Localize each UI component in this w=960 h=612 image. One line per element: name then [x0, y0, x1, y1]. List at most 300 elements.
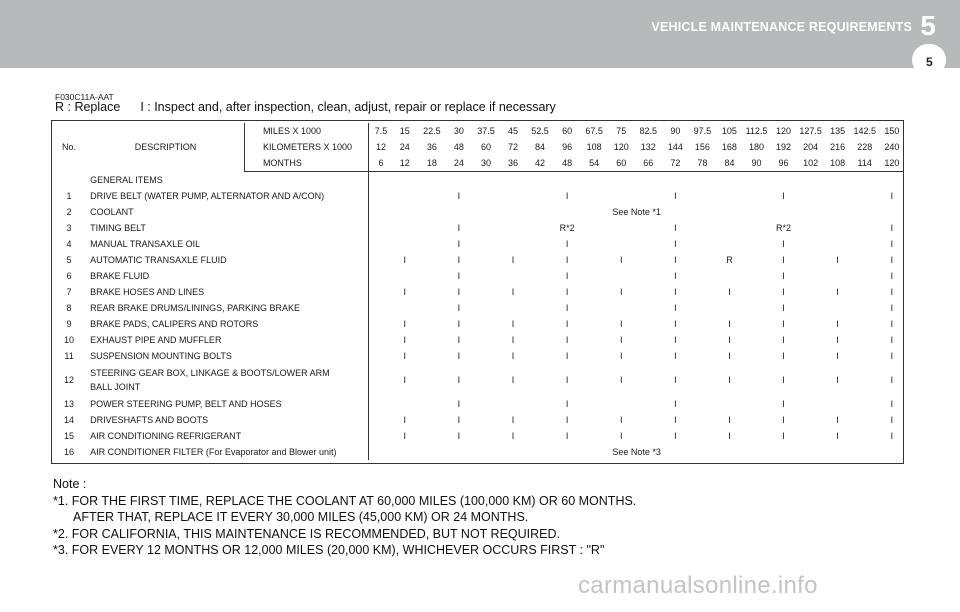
interval-value: 82.5 — [639, 126, 658, 136]
schedule-cell — [369, 236, 393, 252]
schedule-cell — [471, 252, 501, 268]
schedule-cell — [471, 332, 501, 348]
schedule-cell: I — [782, 351, 785, 361]
row-number: 14 — [64, 415, 75, 425]
schedule-cell — [826, 268, 850, 284]
interval-label: KILOMETERS X 1000 — [244, 139, 368, 155]
schedule-cell — [633, 364, 663, 396]
schedule-cell — [579, 316, 609, 332]
row-number: 3 — [66, 223, 72, 233]
interval-value: 156 — [694, 142, 710, 152]
schedule-cell: I — [457, 303, 461, 313]
row-number: 10 — [64, 335, 75, 345]
schedule-cell — [633, 172, 663, 189]
table-row — [51, 428, 904, 444]
schedule-cell — [579, 172, 609, 189]
interval-value: 42 — [525, 155, 555, 172]
schedule-cell: I — [782, 319, 785, 329]
schedule-cell: I — [403, 255, 407, 265]
schedule-cell — [609, 188, 633, 204]
schedule-cell — [471, 172, 501, 189]
interval-value: 30 — [471, 155, 501, 172]
schedule-cell: I — [403, 375, 407, 385]
schedule-cell — [741, 252, 771, 268]
schedule-cell — [579, 252, 609, 268]
schedule-cell — [525, 364, 555, 396]
schedule-cell — [687, 412, 717, 428]
schedule-cell — [369, 220, 393, 236]
schedule-cell: I — [457, 191, 461, 201]
schedule-cell: I — [728, 375, 731, 385]
interval-value: 72 — [508, 142, 519, 152]
schedule-cell: I — [619, 375, 623, 385]
schedule-cell — [471, 316, 501, 332]
schedule-cell — [687, 428, 717, 444]
schedule-cell — [687, 300, 717, 316]
table-row — [51, 204, 904, 220]
schedule-cell — [796, 396, 826, 412]
schedule-cell — [633, 220, 663, 236]
general-items-row — [51, 172, 904, 189]
schedule-cell — [417, 172, 447, 189]
schedule-cell: I — [782, 375, 785, 385]
schedule-cell — [687, 188, 717, 204]
schedule-cell — [417, 396, 447, 412]
schedule-cell: I — [511, 319, 515, 329]
schedule-cell — [826, 300, 850, 316]
schedule-cell — [633, 316, 663, 332]
schedule-cell — [741, 412, 771, 428]
schedule-cell — [741, 172, 771, 189]
notes — [53, 476, 636, 559]
schedule-cell — [579, 428, 609, 444]
interval-value: 66 — [633, 155, 663, 172]
row-number: 15 — [64, 431, 75, 441]
schedule-cell — [393, 188, 417, 204]
schedule-cell — [633, 268, 663, 284]
schedule-cell: I — [836, 431, 839, 441]
interval-value: 120 — [613, 142, 629, 152]
schedule-cell: I — [782, 271, 785, 281]
schedule-cell — [633, 348, 663, 364]
schedule-cell: I — [457, 239, 461, 249]
schedule-cell: I — [782, 239, 785, 249]
schedule-cell: I — [890, 399, 894, 409]
schedule-cell — [741, 236, 771, 252]
schedule-cell: I — [782, 431, 785, 441]
schedule-cell: I — [565, 399, 569, 409]
schedule-cell: I — [457, 271, 461, 281]
schedule-cell: I — [782, 415, 785, 425]
schedule-cell: I — [403, 431, 407, 441]
schedule-cell — [417, 364, 447, 396]
item-description: DRIVESHAFTS AND BOOTS — [90, 415, 209, 425]
schedule-cell — [796, 252, 826, 268]
schedule-cell: I — [565, 351, 569, 361]
interval-value: 22.5 — [423, 126, 441, 136]
interval-value: 48 — [453, 142, 464, 152]
note-1-continued: AFTER THAT, REPLACE IT EVERY 30,000 MILES (45,000 KM) OR 24 MONTHS. — [73, 510, 529, 524]
schedule-cell — [717, 220, 741, 236]
see-note-cell: See Note *3 — [369, 444, 904, 460]
interval-value: 228 — [857, 142, 873, 152]
legend-inspect: I : Inspect and, after inspection, clean, adjust, repair or replace if necessary — [140, 100, 556, 114]
schedule-cell — [609, 236, 633, 252]
schedule-cell: I — [457, 375, 461, 385]
interval-value: 90 — [670, 126, 681, 136]
schedule-cell — [687, 268, 717, 284]
row-number: 11 — [64, 351, 74, 361]
schedule-cell: I — [619, 351, 623, 361]
row-number: 7 — [66, 287, 72, 297]
schedule-cell: I — [836, 335, 839, 345]
schedule-cell: I — [565, 271, 569, 281]
schedule-cell: I — [619, 415, 623, 425]
schedule-cell — [826, 220, 850, 236]
interval-value: 120 — [776, 126, 792, 136]
item-description: MANUAL TRANSAXLE OIL — [90, 239, 201, 249]
interval-value: 204 — [803, 142, 819, 152]
interval-value: 60 — [562, 126, 573, 136]
schedule-cell — [579, 412, 609, 428]
schedule-cell — [796, 268, 826, 284]
schedule-cell — [826, 172, 850, 189]
schedule-cell — [850, 220, 880, 236]
interval-label: MONTHS — [244, 155, 368, 172]
schedule-cell: I — [836, 375, 839, 385]
schedule-cell — [741, 300, 771, 316]
tab-number: 5 — [926, 55, 933, 69]
schedule-cell: I — [511, 335, 515, 345]
chapter-number: 5 — [920, 10, 936, 41]
schedule-cell — [369, 300, 393, 316]
schedule-cell — [687, 332, 717, 348]
schedule-cell — [687, 252, 717, 268]
schedule-cell: I — [511, 415, 515, 425]
schedule-cell: I — [457, 223, 461, 233]
schedule-cell: I — [619, 287, 623, 297]
interval-value: 36 — [426, 142, 437, 152]
schedule-cell — [850, 364, 880, 396]
schedule-cell: I — [457, 335, 461, 345]
schedule-cell — [417, 188, 447, 204]
schedule-cell — [471, 220, 501, 236]
schedule-cell — [417, 412, 447, 428]
schedule-cell — [471, 300, 501, 316]
interval-value: 6 — [369, 155, 393, 172]
row-number: 5 — [66, 255, 72, 265]
schedule-cell: I — [403, 415, 407, 425]
schedule-cell — [633, 300, 663, 316]
schedule-cell: I — [674, 399, 677, 409]
schedule-cell: I — [836, 319, 839, 329]
schedule-cell — [687, 172, 717, 189]
table-row — [51, 364, 904, 396]
item-description: EXHAUST PIPE AND MUFFLER — [90, 335, 222, 345]
schedule-cell — [579, 268, 609, 284]
schedule-cell: I — [674, 375, 677, 385]
schedule-cell — [447, 172, 471, 189]
legend-replace: R : Replace — [55, 100, 121, 114]
schedule-cell: I — [728, 351, 731, 361]
schedule-cell: I — [674, 255, 677, 265]
schedule-cell: I — [403, 351, 407, 361]
schedule-cell — [369, 284, 393, 300]
schedule-cell — [393, 172, 417, 189]
schedule-cell — [609, 172, 633, 189]
schedule-cell — [393, 300, 417, 316]
schedule-cell — [741, 268, 771, 284]
schedule-cell: I — [836, 255, 839, 265]
schedule-cell — [417, 268, 447, 284]
item-description: DRIVE BELT (WATER PUMP, ALTERNATOR AND A/CON) — [90, 191, 325, 201]
schedule-cell — [525, 332, 555, 348]
row-number: 16 — [64, 447, 75, 457]
schedule-cell: I — [890, 415, 894, 425]
schedule-cell — [796, 300, 826, 316]
schedule-cell: I — [890, 351, 894, 361]
row-number: 8 — [66, 303, 72, 313]
legend — [55, 100, 556, 114]
schedule-cell — [525, 172, 555, 189]
schedule-cell — [393, 268, 417, 284]
schedule-cell — [717, 396, 741, 412]
schedule-cell — [633, 412, 663, 428]
interval-value: 142.5 — [853, 126, 876, 136]
schedule-cell — [525, 188, 555, 204]
interval-value: 45 — [508, 126, 519, 136]
schedule-cell — [717, 172, 741, 189]
item-description: AIR CONDITIONER FILTER (For Evaporator and Blower unit) — [90, 447, 337, 457]
schedule-cell: I — [511, 431, 515, 441]
schedule-cell: I — [674, 223, 677, 233]
schedule-cell — [741, 316, 771, 332]
item-description: REAR BRAKE DRUMS/LININGS, PARKING BRAKE — [90, 303, 300, 313]
interval-value: 30 — [453, 126, 464, 136]
schedule-cell: I — [674, 351, 677, 361]
schedule-cell — [633, 428, 663, 444]
schedule-cell — [609, 220, 633, 236]
schedule-cell — [741, 188, 771, 204]
interval-value: 24 — [399, 142, 410, 152]
interval-value: 112.5 — [745, 126, 768, 136]
interval-value: 67.5 — [585, 126, 603, 136]
interval-value: 72 — [663, 155, 687, 172]
page-header-bar — [0, 0, 960, 68]
schedule-cell: I — [890, 255, 894, 265]
schedule-cell — [501, 172, 525, 189]
schedule-cell — [555, 172, 579, 189]
row-number — [51, 172, 87, 189]
schedule-cell: I — [890, 223, 894, 233]
schedule-cell — [525, 252, 555, 268]
schedule-cell — [525, 396, 555, 412]
table-row — [51, 332, 904, 348]
interval-value: 96 — [772, 155, 796, 172]
interval-value: 135 — [830, 126, 846, 136]
item-description-line: BALL JOINT — [90, 382, 141, 392]
schedule-cell: R*2 — [559, 223, 575, 233]
schedule-cell — [633, 284, 663, 300]
schedule-cell — [579, 332, 609, 348]
row-number: 1 — [66, 191, 72, 201]
schedule-cell: I — [836, 287, 839, 297]
interval-value: 78 — [687, 155, 717, 172]
table-row — [51, 188, 904, 204]
schedule-cell — [850, 172, 880, 189]
interval-value: 36 — [501, 155, 525, 172]
schedule-cell — [525, 236, 555, 252]
interval-value: 84 — [535, 142, 546, 152]
interval-value: 108 — [586, 142, 602, 152]
schedule-cell: I — [728, 415, 731, 425]
schedule-cell — [850, 188, 880, 204]
interval-value: 150 — [884, 126, 900, 136]
schedule-cell: I — [511, 287, 515, 297]
interval-value: 18 — [417, 155, 447, 172]
interval-value: 120 — [880, 155, 904, 172]
row-number: 6 — [66, 271, 72, 281]
item-description: BRAKE FLUID — [90, 271, 150, 281]
schedule-cell: I — [403, 319, 407, 329]
schedule-cell — [796, 348, 826, 364]
schedule-cell: I — [782, 335, 785, 345]
schedule-cell: I — [619, 319, 623, 329]
schedule-cell — [717, 300, 741, 316]
schedule-cell — [850, 284, 880, 300]
table-row — [51, 412, 904, 428]
schedule-cell: I — [890, 335, 894, 345]
schedule-cell — [501, 188, 525, 204]
schedule-cell: I — [457, 415, 461, 425]
schedule-cell: I — [836, 351, 839, 361]
schedule-cell — [579, 220, 609, 236]
schedule-cell — [471, 396, 501, 412]
schedule-cell — [393, 220, 417, 236]
schedule-cell — [501, 236, 525, 252]
schedule-cell: I — [565, 375, 569, 385]
see-note-cell: See Note *1 — [369, 204, 904, 220]
interval-value: 96 — [562, 142, 573, 152]
schedule-cell — [880, 172, 904, 189]
schedule-cell — [850, 300, 880, 316]
schedule-cell: R — [726, 255, 733, 265]
schedule-cell — [579, 236, 609, 252]
interval-value: 12 — [393, 155, 417, 172]
item-description-line: STEERING GEAR BOX, LINKAGE & BOOTS/LOWER ARM — [90, 368, 330, 378]
schedule-cell: I — [565, 319, 569, 329]
schedule-cell — [741, 428, 771, 444]
schedule-cell — [393, 236, 417, 252]
schedule-cell: I — [836, 415, 839, 425]
schedule-cell: I — [674, 431, 677, 441]
item-description: SUSPENSION MOUNTING BOLTS — [90, 351, 232, 361]
schedule-cell — [687, 396, 717, 412]
schedule-cell — [796, 332, 826, 348]
table-row — [51, 316, 904, 332]
schedule-cell — [579, 188, 609, 204]
interval-value: 24 — [447, 155, 471, 172]
table-row — [51, 284, 904, 300]
section-label: GENERAL ITEMS — [90, 175, 163, 185]
schedule-cell: I — [674, 271, 677, 281]
schedule-cell — [471, 236, 501, 252]
schedule-cell — [717, 236, 741, 252]
interval-value: 102 — [796, 155, 826, 172]
schedule-cell — [525, 284, 555, 300]
schedule-cell — [850, 268, 880, 284]
schedule-cell: I — [674, 319, 677, 329]
schedule-cell — [850, 428, 880, 444]
schedule-cell: I — [403, 335, 407, 345]
schedule-cell — [369, 364, 393, 396]
schedule-cell: I — [457, 399, 461, 409]
schedule-cell: I — [457, 431, 461, 441]
schedule-cell — [850, 316, 880, 332]
schedule-cell: I — [511, 255, 515, 265]
row-number: 2 — [66, 207, 72, 217]
note-3: *3. FOR EVERY 12 MONTHS OR 12,000 MILES (20,000 KM), WHICHEVER OCCURS FIRST : "R" — [53, 543, 605, 557]
note-1: *1. FOR THE FIRST TIME, REPLACE THE COOLANT AT 60,000 MILES (100,000 KM) OR 60 MONTHS. — [53, 493, 637, 508]
section-title: VEHICLE MAINTENANCE REQUIREMENTS — [651, 20, 912, 34]
schedule-cell — [417, 332, 447, 348]
interval-value: 48 — [555, 155, 579, 172]
schedule-cell — [687, 364, 717, 396]
schedule-cell — [471, 364, 501, 396]
schedule-cell — [471, 284, 501, 300]
schedule-cell: I — [890, 287, 894, 297]
schedule-cell — [579, 396, 609, 412]
item-description: AIR CONDITIONING REFRIGERANT — [90, 431, 242, 441]
schedule-cell — [796, 428, 826, 444]
schedule-cell — [633, 188, 663, 204]
row-number: 4 — [66, 239, 72, 249]
schedule-cell — [850, 412, 880, 428]
item-description: BRAKE HOSES AND LINES — [90, 287, 205, 297]
interval-value: 192 — [776, 142, 792, 152]
watermark: carmanualsonline.info — [578, 572, 818, 599]
schedule-cell — [417, 300, 447, 316]
schedule-cell: I — [565, 255, 569, 265]
schedule-cell: I — [565, 431, 569, 441]
schedule-cell — [850, 236, 880, 252]
schedule-cell: I — [565, 415, 569, 425]
schedule-cell — [525, 300, 555, 316]
note-2: *2. FOR CALIFORNIA, THIS MAINTENANCE IS RECOMMENDED, BUT NOT REQUIRED. — [53, 526, 561, 541]
schedule-cell — [687, 236, 717, 252]
schedule-cell: I — [890, 375, 894, 385]
schedule-cell — [772, 172, 796, 189]
schedule-cell — [501, 268, 525, 284]
table-row — [51, 300, 904, 316]
schedule-cell: I — [782, 287, 785, 297]
schedule-cell: I — [890, 319, 894, 329]
item-description — [87, 364, 369, 396]
schedule-cell: I — [619, 335, 623, 345]
schedule-cell — [741, 348, 771, 364]
schedule-cell: I — [565, 303, 569, 313]
schedule-cell — [525, 412, 555, 428]
notes-title: Note : — [53, 477, 87, 491]
interval-value: 180 — [748, 142, 765, 152]
schedule-cell — [369, 428, 393, 444]
schedule-cell — [417, 348, 447, 364]
schedule-cell: I — [565, 191, 569, 201]
schedule-cell — [471, 428, 501, 444]
schedule-cell — [633, 252, 663, 268]
schedule-cell — [850, 396, 880, 412]
table-row — [51, 444, 904, 460]
